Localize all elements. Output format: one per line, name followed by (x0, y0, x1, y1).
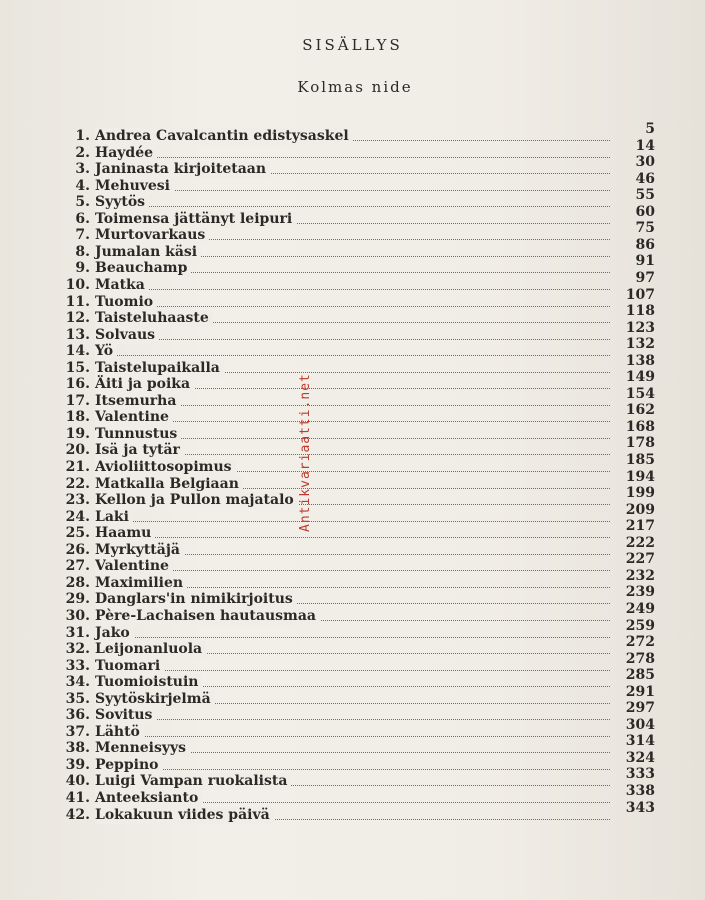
dot-leader (95, 289, 610, 290)
page-number: 209 (625, 501, 655, 518)
chapter-number: 18. (65, 409, 90, 426)
chapter-title: Isä ja tytär (95, 442, 184, 459)
page-number: 107 (625, 286, 655, 303)
page-title: SISÄLLYS (302, 36, 403, 54)
chapter-title: Lokakuun viides päivä (95, 807, 274, 824)
chapter-number: 26. (65, 541, 90, 558)
page-number: 272 (625, 634, 655, 651)
page-number: 149 (625, 369, 655, 386)
chapter-number: 39. (65, 756, 90, 773)
chapter-number: 13. (65, 326, 90, 343)
toc-entry (60, 236, 660, 261)
page-number: 168 (625, 418, 655, 435)
toc-entry (60, 650, 660, 675)
dot-leader (95, 521, 610, 522)
chapter-number: 1. (75, 128, 90, 144)
page-number: 97 (635, 269, 655, 286)
toc-entry (60, 121, 660, 145)
chapter-number: 25. (65, 525, 90, 542)
toc-entry (60, 253, 660, 277)
toc-entry (60, 336, 660, 360)
chapter-title: Leijonanluola (95, 641, 206, 658)
toc-entry (60, 203, 660, 228)
chapter-title: Beauchamp (95, 260, 191, 277)
chapter-number: 40. (65, 773, 90, 790)
chapter-title: Tuomioistuin (95, 674, 202, 691)
chapter-title: Valentine (95, 409, 173, 426)
toc-entry (60, 766, 660, 790)
chapter-title: Père-Lachaisen hautausmaa (95, 608, 320, 625)
chapter-title: Jumalan käsi (95, 244, 201, 261)
chapter-number: 12. (65, 310, 90, 327)
page-number: 162 (625, 402, 655, 419)
page-number: 5 (645, 121, 655, 137)
toc-entry (60, 551, 660, 575)
page-number: 91 (635, 253, 655, 270)
chapter-number: 4. (75, 177, 90, 194)
dot-leader (95, 157, 610, 158)
toc-entry (60, 369, 660, 393)
page-number: 314 (625, 733, 655, 750)
toc-entry (60, 303, 660, 327)
chapter-title: Laki (95, 509, 133, 526)
chapter-number: 15. (65, 359, 90, 376)
chapter-number: 37. (65, 723, 90, 740)
chapter-number: 32. (65, 641, 90, 658)
toc-entry (60, 600, 660, 625)
chapter-number: 20. (65, 442, 90, 459)
dot-leader (95, 719, 610, 720)
toc-entry (60, 170, 660, 195)
chapter-number: 9. (75, 260, 90, 277)
page-number: 222 (625, 534, 655, 551)
chapter-number: 33. (65, 657, 90, 674)
toc-entry (60, 700, 660, 724)
chapter-number: 17. (65, 392, 90, 409)
chapter-title: Taisteluhaaste (95, 310, 213, 327)
chapter-title: Lähtö (95, 724, 144, 741)
chapter-title: Myrkyttäjä (95, 542, 184, 559)
chapter-title: Luigi Vampan ruokalista (95, 773, 291, 790)
page-number: 343 (625, 799, 655, 816)
chapter-number: 2. (75, 144, 90, 161)
page-number: 118 (625, 303, 655, 320)
chapter-number: 6. (75, 210, 90, 227)
chapter-number: 36. (65, 707, 90, 724)
page-number: 249 (625, 600, 655, 617)
page-number: 232 (625, 567, 655, 584)
toc-entry (60, 468, 660, 493)
toc-entry (60, 269, 660, 294)
toc-entry (60, 352, 660, 377)
chapter-title: Janinasta kirjoitetaan (95, 161, 270, 178)
page-number: 75 (635, 220, 655, 237)
toc-entry (60, 435, 660, 459)
chapter-number: 42. (65, 806, 90, 823)
chapter-title: Syytös (95, 194, 149, 211)
page-number: 60 (635, 203, 655, 220)
page-number: 138 (625, 352, 655, 369)
toc-entry (60, 749, 660, 774)
toc-entry (60, 187, 660, 211)
page-number: 185 (625, 452, 655, 468)
toc-entry (60, 716, 660, 741)
toc-entry (60, 501, 660, 526)
toc-entry (60, 584, 660, 608)
chapter-title: Haydée (95, 145, 157, 162)
toc-entry (60, 452, 660, 476)
chapter-number: 14. (65, 343, 90, 360)
page-number: 297 (625, 700, 655, 717)
toc-entry (60, 567, 660, 592)
chapter-title: Äiti ja poika (95, 376, 194, 393)
toc-entry (60, 402, 660, 426)
chapter-title: Andrea Cavalcantin edistysaskel (95, 128, 353, 145)
toc-entry (60, 220, 660, 244)
dot-leader (95, 769, 610, 770)
chapter-title: Danglars'in nimikirjoitus (95, 591, 297, 608)
chapter-number: 21. (65, 459, 90, 475)
toc-entry (60, 319, 660, 344)
chapter-number: 8. (75, 243, 90, 260)
chapter-title: Murtovarkaus (95, 227, 209, 244)
page-number: 217 (625, 518, 655, 535)
toc-entry (60, 534, 660, 559)
toc-entry (60, 617, 660, 642)
page-number: 123 (625, 319, 655, 336)
chapter-title: Sovitus (95, 707, 156, 724)
chapter-title: Toimensa jättänyt leipuri (95, 211, 296, 228)
toc-entry (60, 418, 660, 443)
toc-entry (60, 683, 660, 708)
chapter-title: Yö (95, 343, 117, 360)
chapter-number: 22. (65, 475, 90, 492)
chapter-number: 31. (65, 624, 90, 641)
chapter-title: Haamu (95, 525, 155, 542)
page-number: 178 (625, 435, 655, 452)
dot-leader (95, 355, 610, 356)
page-number: 154 (625, 385, 655, 402)
chapter-number: 41. (65, 790, 90, 806)
page-number: 333 (625, 766, 655, 783)
page-number: 46 (635, 170, 655, 187)
page-number: 285 (625, 667, 655, 684)
dot-leader (95, 670, 610, 671)
page-number: 259 (625, 617, 655, 634)
toc-entry (60, 485, 660, 509)
chapter-number: 30. (65, 607, 90, 624)
page-number: 14 (635, 137, 655, 154)
chapter-number: 34. (65, 674, 90, 691)
dot-leader (95, 637, 610, 638)
chapter-title: Peppino (95, 757, 162, 774)
page-number: 324 (625, 749, 655, 766)
chapter-title: Tuomari (95, 658, 164, 675)
chapter-title: Taistelupaikalla (95, 360, 224, 377)
chapter-title: Avioliittosopimus (95, 459, 236, 476)
toc-entry (60, 154, 660, 178)
chapter-title: Tuomio (95, 294, 157, 311)
chapter-number: 23. (65, 492, 90, 509)
chapter-number: 27. (65, 558, 90, 575)
chapter-number: 24. (65, 508, 90, 525)
toc-entry (60, 667, 660, 691)
page-number: 55 (635, 187, 655, 204)
watermark-stamp: Antikvariaatti.net (298, 373, 313, 532)
chapter-title: Matka (95, 277, 149, 294)
page-number: 227 (625, 551, 655, 568)
dot-leader (95, 736, 610, 737)
chapter-title: Valentine (95, 558, 173, 575)
page-number: 30 (635, 154, 655, 171)
chapter-title: Itsemurha (95, 393, 180, 410)
chapter-title: Mehuvesi (95, 178, 174, 195)
toc-entry (60, 783, 660, 807)
chapter-title: Matkalla Belgiaan (95, 476, 243, 493)
chapter-title: Kellon ja Pullon majatalo (95, 492, 298, 509)
chapter-number: 5. (75, 194, 90, 211)
chapter-title: Solvaus (95, 327, 159, 344)
chapter-title: Tunnustus (95, 426, 181, 443)
toc-entry (60, 385, 660, 410)
chapter-number: 28. (65, 574, 90, 591)
toc-entry (60, 634, 660, 658)
chapter-number: 11. (65, 293, 90, 310)
toc-entry (60, 137, 660, 162)
chapter-number: 19. (65, 425, 90, 442)
chapter-title: Jako (95, 625, 134, 642)
chapter-number: 10. (65, 276, 90, 293)
page-number: 291 (625, 683, 655, 700)
toc-entry (60, 286, 660, 311)
page-number: 132 (625, 336, 655, 353)
dot-leader (95, 537, 610, 538)
chapter-title: Syytöskirjelmä (95, 691, 215, 708)
chapter-number: 38. (65, 740, 90, 757)
chapter-number: 29. (65, 591, 90, 608)
dot-leader (95, 339, 610, 340)
toc-entry (60, 733, 660, 757)
chapter-title: Maximilien (95, 575, 187, 592)
chapter-title: Anteeksianto (95, 790, 202, 807)
chapter-number: 3. (75, 161, 90, 178)
page-number: 86 (635, 236, 655, 253)
volume-subtitle: Kolmas nide (297, 78, 413, 96)
toc-entry (60, 799, 660, 824)
page-number: 304 (625, 716, 655, 733)
chapter-number: 7. (75, 227, 90, 244)
page-number: 194 (625, 468, 655, 485)
page-number: 338 (625, 783, 655, 799)
toc-entry (60, 518, 660, 542)
chapter-number: 35. (65, 690, 90, 707)
page-number: 239 (625, 584, 655, 601)
page-number: 199 (625, 485, 655, 502)
dot-leader (95, 206, 610, 207)
dot-leader (95, 306, 610, 307)
page-number: 278 (625, 650, 655, 667)
chapter-number: 16. (65, 376, 90, 393)
chapter-title: Menneisyys (95, 740, 190, 757)
